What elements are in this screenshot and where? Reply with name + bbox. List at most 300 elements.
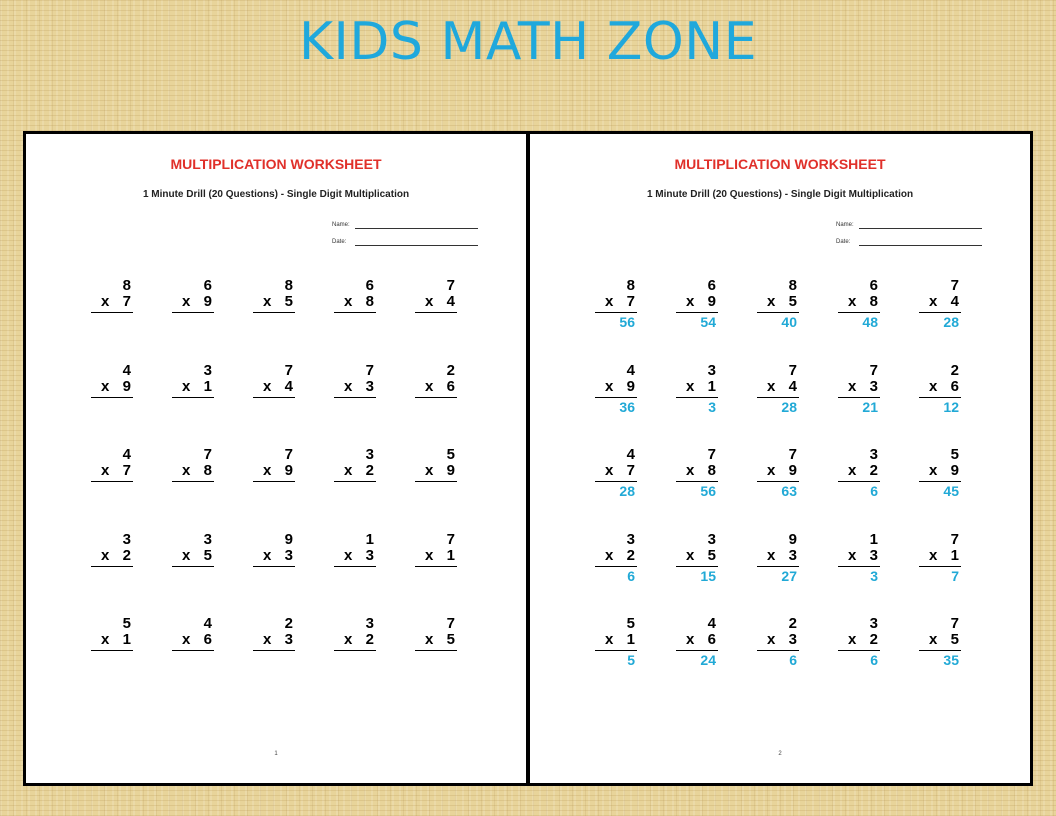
name-line	[355, 228, 478, 229]
multiply-operator: x	[848, 462, 857, 479]
answer: 27	[781, 568, 797, 584]
multiplier-row	[919, 293, 959, 311]
multiplier: 6	[203, 631, 212, 648]
page-number: 1	[274, 751, 278, 757]
multiplier-row	[415, 462, 455, 480]
multiplier: 1	[122, 631, 131, 648]
multiplier-row	[757, 293, 797, 311]
multiply-operator: x	[263, 293, 272, 310]
multiplier: 1	[203, 378, 212, 395]
problem-9	[334, 362, 376, 426]
multiplicand: 3	[365, 615, 374, 632]
worksheet-subtitle: 1 Minute Drill (20 Questions) - Single Digit Multiplication	[142, 189, 410, 200]
answer: 3	[870, 568, 878, 584]
multiply-operator: x	[686, 547, 695, 564]
multiplicand: 4	[122, 446, 131, 463]
multiply-operator: x	[182, 631, 191, 648]
multiplier: 1	[626, 631, 635, 648]
multiplier: 7	[122, 293, 131, 310]
multiply-operator: x	[848, 547, 857, 564]
multiply-operator: x	[686, 631, 695, 648]
problem-12	[676, 446, 718, 510]
answer: 24	[700, 652, 716, 668]
date-label: Date:	[836, 239, 851, 245]
multiplier-row	[415, 631, 455, 649]
multiply-operator: x	[182, 293, 191, 310]
problem-3	[757, 277, 799, 341]
multiplier: 3	[788, 631, 797, 648]
multiplier-row	[676, 293, 716, 311]
multiplier-row	[919, 547, 959, 565]
multiplier: 6	[707, 631, 716, 648]
answer: 6	[789, 652, 797, 668]
multiplier: 1	[446, 547, 455, 564]
multiply-operator: x	[344, 462, 353, 479]
answer: 7	[951, 568, 959, 584]
multiplier: 9	[446, 462, 455, 479]
multiplier: 9	[284, 462, 293, 479]
answer: 54	[700, 314, 716, 330]
problem-8	[253, 362, 295, 426]
answer-line	[253, 566, 295, 567]
multiplicand: 9	[788, 531, 797, 548]
multiply-operator: x	[263, 462, 272, 479]
multiplier: 4	[950, 293, 959, 310]
multiplier-row	[334, 462, 374, 480]
answer: 15	[700, 568, 716, 584]
multiplier-row	[172, 462, 212, 480]
problem-20	[919, 531, 961, 595]
multiplier-row	[757, 631, 797, 649]
date-line	[355, 245, 478, 246]
problem-15	[415, 446, 457, 510]
name-label: Name:	[836, 222, 854, 228]
multiply-operator: x	[101, 378, 110, 395]
multiplier-row	[253, 293, 293, 311]
multiplicand: 8	[284, 277, 293, 294]
answer: 56	[700, 483, 716, 499]
multiplier: 2	[365, 631, 374, 648]
multiplicand: 4	[707, 615, 716, 632]
multiplicand: 4	[203, 615, 212, 632]
problem-5	[415, 277, 457, 341]
problem-13	[253, 446, 295, 510]
multiply-operator: x	[929, 547, 938, 564]
multiplicand: 7	[950, 277, 959, 294]
problem-14	[838, 446, 880, 510]
problem-6	[91, 362, 133, 426]
worksheet-page-1	[23, 131, 529, 786]
problem-24	[838, 615, 880, 679]
multiplicand: 5	[446, 446, 455, 463]
multiplicand: 7	[788, 446, 797, 463]
answer: 21	[862, 399, 878, 415]
multiply-operator: x	[686, 462, 695, 479]
multiplier-row	[676, 462, 716, 480]
multiplier: 2	[869, 462, 878, 479]
multiplier-row	[838, 293, 878, 311]
problem-5	[919, 277, 961, 341]
multiplier: 3	[365, 378, 374, 395]
problem-18	[253, 531, 295, 595]
multiply-operator: x	[425, 547, 434, 564]
answer: 28	[943, 314, 959, 330]
multiplier-row	[838, 378, 878, 396]
multiplier: 4	[284, 378, 293, 395]
problem-3	[253, 277, 295, 341]
multiplicand: 6	[707, 277, 716, 294]
multiply-operator: x	[101, 462, 110, 479]
multiplier: 9	[788, 462, 797, 479]
multiplier-row	[919, 462, 959, 480]
multiplier: 3	[869, 378, 878, 395]
answer: 6	[870, 483, 878, 499]
multiplicand: 7	[446, 615, 455, 632]
problem-25	[415, 615, 457, 679]
multiply-operator: x	[344, 631, 353, 648]
problem-14	[334, 446, 376, 510]
multiplicand: 7	[203, 446, 212, 463]
problem-1	[91, 277, 133, 341]
problem-12	[172, 446, 214, 510]
banner-title: KIDS MATH ZONE	[298, 12, 758, 72]
multiplier-row	[334, 293, 374, 311]
multiplier-row	[676, 547, 716, 565]
multiply-operator: x	[101, 547, 110, 564]
multiplicand: 7	[950, 615, 959, 632]
multiplier-row	[253, 462, 293, 480]
multiplicand: 1	[365, 531, 374, 548]
answer-line	[172, 566, 214, 567]
multiplicand: 2	[950, 362, 959, 379]
multiply-operator: x	[767, 293, 776, 310]
multiplier-row	[415, 293, 455, 311]
multiplicand: 2	[446, 362, 455, 379]
multiplicand: 7	[365, 362, 374, 379]
multiply-operator: x	[929, 378, 938, 395]
multiplicand: 3	[203, 531, 212, 548]
multiply-operator: x	[848, 631, 857, 648]
multiplier-row	[757, 547, 797, 565]
multiplier-row	[172, 293, 212, 311]
multiplicand: 3	[869, 615, 878, 632]
answer: 28	[619, 483, 635, 499]
answer-line	[91, 397, 133, 398]
multiplier: 8	[203, 462, 212, 479]
answer-line	[334, 312, 376, 313]
name-line	[859, 228, 982, 229]
answer: 6	[627, 568, 635, 584]
multiplicand: 8	[626, 277, 635, 294]
date-line	[859, 245, 982, 246]
multiplicand: 9	[284, 531, 293, 548]
problem-11	[595, 446, 637, 510]
multiplier-row	[595, 293, 635, 311]
problem-17	[676, 531, 718, 595]
multiply-operator: x	[425, 378, 434, 395]
answer: 45	[943, 483, 959, 499]
multiply-operator: x	[344, 547, 353, 564]
multiply-operator: x	[929, 462, 938, 479]
multiplier-row	[595, 462, 635, 480]
multiply-operator: x	[848, 293, 857, 310]
problem-10	[919, 362, 961, 426]
answer-line	[172, 397, 214, 398]
multiplier-row	[172, 631, 212, 649]
answer: 56	[619, 314, 635, 330]
multiplier-row	[676, 378, 716, 396]
multiplier: 5	[950, 631, 959, 648]
problem-16	[595, 531, 637, 595]
multiplier-row	[757, 378, 797, 396]
problem-24	[334, 615, 376, 679]
answer-line	[172, 312, 214, 313]
multiplier: 1	[707, 378, 716, 395]
multiplier: 2	[365, 462, 374, 479]
answer: 36	[619, 399, 635, 415]
answer-line	[91, 481, 133, 482]
problem-4	[334, 277, 376, 341]
multiplicand: 2	[788, 615, 797, 632]
multiplier: 9	[707, 293, 716, 310]
multiplier: 8	[707, 462, 716, 479]
answer-line	[253, 312, 295, 313]
multiplier-row	[595, 378, 635, 396]
multiply-operator: x	[848, 378, 857, 395]
multiplier: 4	[788, 378, 797, 395]
multiplier-row	[253, 378, 293, 396]
multiplier: 9	[203, 293, 212, 310]
multiplicand: 7	[707, 446, 716, 463]
answer-line	[172, 650, 214, 651]
multiplicand: 7	[446, 531, 455, 548]
multiplier: 3	[869, 547, 878, 564]
problem-16	[91, 531, 133, 595]
multiplier: 3	[788, 547, 797, 564]
multiplier: 7	[626, 462, 635, 479]
multiplicand: 3	[869, 446, 878, 463]
multiplier: 3	[284, 547, 293, 564]
problem-18	[757, 531, 799, 595]
multiplier-row	[91, 547, 131, 565]
multiplicand: 7	[788, 362, 797, 379]
problem-25	[919, 615, 961, 679]
answer-line	[91, 312, 133, 313]
multiplier-row	[595, 547, 635, 565]
multiplier-row	[172, 378, 212, 396]
multiplicand: 5	[950, 446, 959, 463]
multiplier-row	[334, 547, 374, 565]
multiplicand: 4	[626, 446, 635, 463]
multiplicand: 5	[626, 615, 635, 632]
multiply-operator: x	[767, 631, 776, 648]
multiplicand: 4	[626, 362, 635, 379]
problem-19	[334, 531, 376, 595]
multiplicand: 3	[707, 362, 716, 379]
multiplicand: 3	[365, 446, 374, 463]
multiplicand: 3	[626, 531, 635, 548]
multiplicand: 4	[122, 362, 131, 379]
answer-line	[415, 397, 457, 398]
multiplier: 4	[446, 293, 455, 310]
answer-line	[415, 481, 457, 482]
multiply-operator: x	[767, 378, 776, 395]
multiply-operator: x	[767, 547, 776, 564]
answer-line	[415, 312, 457, 313]
multiplier: 5	[284, 293, 293, 310]
multiplier: 7	[626, 293, 635, 310]
multiplier: 8	[869, 293, 878, 310]
multiplicand: 6	[869, 277, 878, 294]
multiply-operator: x	[605, 631, 614, 648]
answer-line	[334, 566, 376, 567]
multiplier-row	[919, 378, 959, 396]
multiplicand: 7	[446, 277, 455, 294]
answer: 48	[862, 314, 878, 330]
multiplicand: 2	[284, 615, 293, 632]
multiply-operator: x	[101, 631, 110, 648]
multiply-operator: x	[686, 293, 695, 310]
multiplier: 3	[284, 631, 293, 648]
multiplicand: 1	[869, 531, 878, 548]
multiplier-row	[415, 547, 455, 565]
problem-8	[757, 362, 799, 426]
problem-22	[676, 615, 718, 679]
answer-line	[253, 650, 295, 651]
problem-19	[838, 531, 880, 595]
multiplier-row	[253, 547, 293, 565]
date-label: Date:	[332, 239, 347, 245]
multiplier: 9	[626, 378, 635, 395]
multiply-operator: x	[263, 547, 272, 564]
multiplier: 7	[122, 462, 131, 479]
problem-7	[172, 362, 214, 426]
multiplier-row	[91, 293, 131, 311]
multiplier: 9	[950, 462, 959, 479]
multiplier-row	[676, 631, 716, 649]
problem-10	[415, 362, 457, 426]
multiplier-row	[757, 462, 797, 480]
answer: 12	[943, 399, 959, 415]
answer-line	[253, 481, 295, 482]
answer-line	[172, 481, 214, 482]
multiplicand: 3	[122, 531, 131, 548]
problem-9	[838, 362, 880, 426]
problem-6	[595, 362, 637, 426]
multiply-operator: x	[344, 378, 353, 395]
multiplier-row	[595, 631, 635, 649]
problem-11	[91, 446, 133, 510]
multiply-operator: x	[263, 631, 272, 648]
answer: 28	[781, 399, 797, 415]
multiplier-row	[838, 547, 878, 565]
multiplier-row	[919, 631, 959, 649]
multiplier-row	[415, 378, 455, 396]
multiply-operator: x	[605, 378, 614, 395]
multiplicand: 7	[950, 531, 959, 548]
multiplier-row	[172, 547, 212, 565]
problem-17	[172, 531, 214, 595]
answer-line	[334, 650, 376, 651]
worksheet-subtitle: 1 Minute Drill (20 Questions) - Single Digit Multiplication	[646, 189, 914, 200]
multiplier-row	[838, 631, 878, 649]
answer: 6	[870, 652, 878, 668]
multiplicand: 8	[788, 277, 797, 294]
answer-line	[415, 566, 457, 567]
multiplier: 5	[788, 293, 797, 310]
multiplier: 2	[122, 547, 131, 564]
multiply-operator: x	[425, 631, 434, 648]
problem-20	[415, 531, 457, 595]
answer-line	[253, 397, 295, 398]
multiplier: 9	[122, 378, 131, 395]
multiply-operator: x	[929, 293, 938, 310]
multiplier: 6	[950, 378, 959, 395]
multiplicand: 8	[122, 277, 131, 294]
worksheet-page-2	[527, 131, 1033, 786]
problem-1	[595, 277, 637, 341]
multiplier: 2	[626, 547, 635, 564]
problem-2	[172, 277, 214, 341]
answer-line	[334, 481, 376, 482]
multiplicand: 7	[869, 362, 878, 379]
multiply-operator: x	[182, 462, 191, 479]
multiplier-row	[91, 631, 131, 649]
multiplier: 6	[446, 378, 455, 395]
answer: 3	[708, 399, 716, 415]
multiply-operator: x	[605, 547, 614, 564]
multiplier-row	[253, 631, 293, 649]
problem-21	[91, 615, 133, 679]
problem-4	[838, 277, 880, 341]
problem-2	[676, 277, 718, 341]
multiplicand: 7	[284, 446, 293, 463]
multiplier: 5	[707, 547, 716, 564]
multiply-operator: x	[101, 293, 110, 310]
multiply-operator: x	[425, 462, 434, 479]
problem-15	[919, 446, 961, 510]
multiply-operator: x	[929, 631, 938, 648]
multiply-operator: x	[605, 462, 614, 479]
worksheet-title: MULTIPLICATION WORKSHEET	[674, 156, 886, 172]
multiplier: 3	[365, 547, 374, 564]
answer-line	[91, 566, 133, 567]
multiplier: 1	[950, 547, 959, 564]
answer: 35	[943, 652, 959, 668]
problem-23	[757, 615, 799, 679]
multiplier-row	[91, 462, 131, 480]
multiply-operator: x	[344, 293, 353, 310]
multiplier-row	[334, 378, 374, 396]
multiply-operator: x	[686, 378, 695, 395]
answer: 5	[627, 652, 635, 668]
multiplier: 8	[365, 293, 374, 310]
multiply-operator: x	[605, 293, 614, 310]
multiplicand: 6	[203, 277, 212, 294]
worksheet-title: MULTIPLICATION WORKSHEET	[170, 156, 382, 172]
multiply-operator: x	[767, 462, 776, 479]
answer: 63	[781, 483, 797, 499]
answer-line	[91, 650, 133, 651]
problem-21	[595, 615, 637, 679]
problem-23	[253, 615, 295, 679]
multiplicand: 3	[203, 362, 212, 379]
answer-line	[334, 397, 376, 398]
multiplier-row	[334, 631, 374, 649]
multiplicand: 7	[284, 362, 293, 379]
name-label: Name:	[332, 222, 350, 228]
multiplicand: 5	[122, 615, 131, 632]
